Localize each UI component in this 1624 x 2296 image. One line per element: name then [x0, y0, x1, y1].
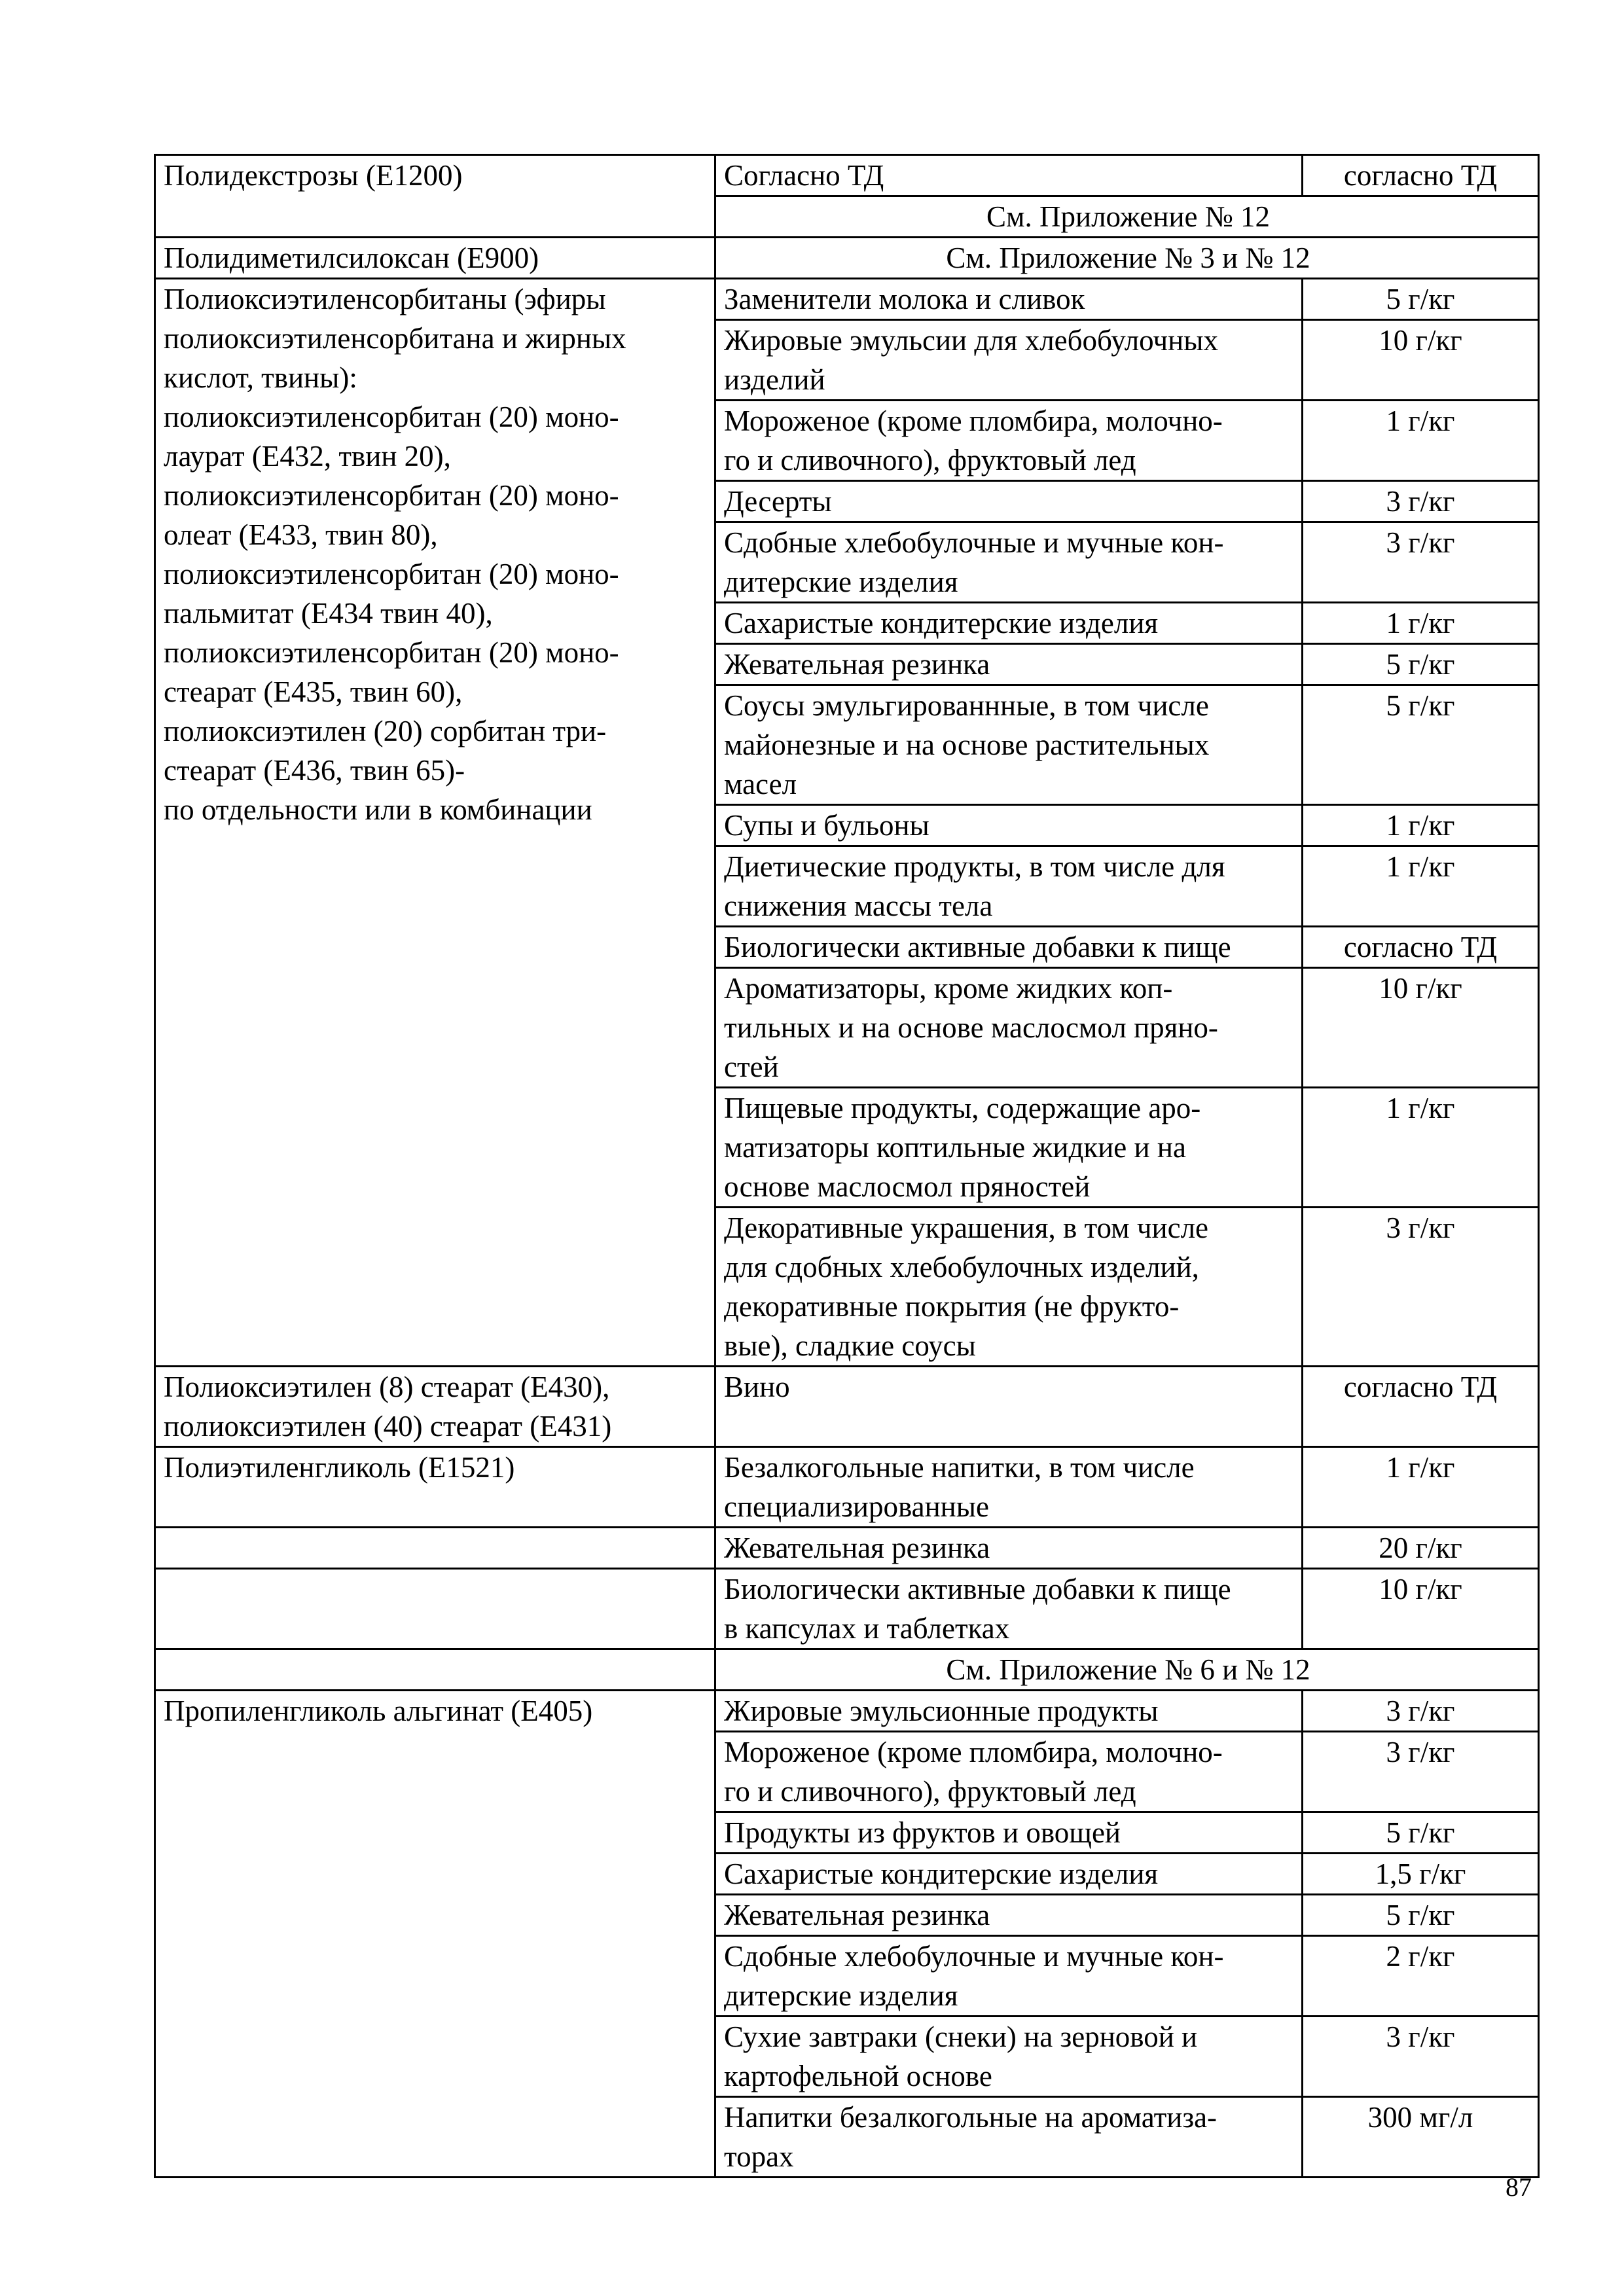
amount-cell: 1 г/кг [1303, 805, 1539, 846]
product-cell: Жировые эмульсионные продукты [715, 1691, 1303, 1732]
amount-cell: 20 г/кг [1303, 1528, 1539, 1569]
amount-cell: 1 г/кг [1303, 603, 1539, 644]
amount-cell: 5 г/кг [1303, 1895, 1539, 1936]
product-cell: Согласно ТД [715, 155, 1303, 196]
product-cell: Декоративные украшения, в том числе для сдобных хлебобулочных изделий, декоративные покрытия (не фрукто- вые), сладкие соусы [715, 1208, 1303, 1367]
product-cell: Сдобные хлебобулочные и мучные кон- дитерские изделия [715, 522, 1303, 603]
appendix-note: См. Приложение № 3 и № 12 [715, 238, 1539, 279]
appendix-note: См. Приложение № 6 и № 12 [715, 1649, 1539, 1691]
amount-cell: 10 г/кг [1303, 1569, 1539, 1649]
product-cell: Напитки безалкогольные на ароматиза- торах [715, 2097, 1303, 2178]
amount-cell: 3 г/кг [1303, 1208, 1539, 1367]
table-row [155, 238, 1539, 279]
amount-cell: 5 г/кг [1303, 644, 1539, 685]
empty-cell [155, 1569, 715, 1649]
product-cell: Сахаристые кондитерские изделия [715, 603, 1303, 644]
amount-cell: 300 мг/л [1303, 2097, 1539, 2178]
amount-cell: 10 г/кг [1303, 968, 1539, 1088]
amount-cell: согласно ТД [1303, 155, 1539, 196]
product-cell: Сахаристые кондитерские изделия [715, 1854, 1303, 1895]
table-row [155, 279, 1539, 320]
amount-cell: согласно ТД [1303, 1367, 1539, 1447]
product-cell: Диетические продукты, в том числе для снижения массы тела [715, 846, 1303, 927]
table-row [155, 1691, 1539, 1732]
amount-cell: согласно ТД [1303, 927, 1539, 968]
table-row [155, 1447, 1539, 1528]
product-cell: Десерты [715, 481, 1303, 522]
product-cell: Безалкогольные напитки, в том числе специализированные [715, 1447, 1303, 1528]
table-row [155, 1367, 1539, 1447]
product-cell: Сдобные хлебобулочные и мучные кон- дитерские изделия [715, 1936, 1303, 2017]
product-cell: Биологически активные добавки к пище [715, 927, 1303, 968]
amount-cell: 3 г/кг [1303, 481, 1539, 522]
appendix-note: См. Приложение № 12 [715, 196, 1539, 238]
additive-name: Полидекстрозы (Е1200) [155, 155, 715, 238]
product-cell: Сухие завтраки (снеки) на зерновой и картофельной основе [715, 2017, 1303, 2097]
product-cell: Продукты из фруктов и овощей [715, 1812, 1303, 1854]
table-row [155, 1569, 1539, 1649]
product-cell: Мороженое (кроме пломбира, молочно- го и сливочного), фруктовый лед [715, 401, 1303, 481]
product-cell: Супы и бульоны [715, 805, 1303, 846]
product-cell: Жевательная резинка [715, 1895, 1303, 1936]
additive-name: Полиэтиленгликоль (Е1521) [155, 1447, 715, 1528]
additive-name: Полиоксиэтилен (8) стеарат (Е430), полиоксиэтилен (40) стеарат (Е431) [155, 1367, 715, 1447]
product-cell: Пищевые продукты, содержащие аро- матизаторы коптильные жидкие и на основе маслосмол пряностей [715, 1088, 1303, 1208]
product-cell: Вино [715, 1367, 1303, 1447]
amount-cell: 1 г/кг [1303, 846, 1539, 927]
product-cell: Биологически активные добавки к пище в капсулах и таблетках [715, 1569, 1303, 1649]
amount-cell: 1,5 г/кг [1303, 1854, 1539, 1895]
additive-name: Полиоксиэтиленсорбитаны (эфиры полиоксиэтиленсорбитана и жирных кислот, твины): полиоксиэтиленсорбитан (20) моно- лаурат (Е432, твин 20), полиоксиэтиленсорбитан (20) моно- олеат (Е433, твин 80), полиоксиэтиленсорбитан (20) моно- пальмитат (Е434 твин 40), полиоксиэтиленсорбитан (20) моно- стеарат (Е435, твин 60), полиоксиэтилен (20) сорбитан три- стеарат (Е436, твин 65)- по отдельности или в комбинации [155, 279, 715, 1367]
table-row [155, 1528, 1539, 1569]
page-number: 87 [1506, 2172, 1532, 2202]
amount-cell: 1 г/кг [1303, 401, 1539, 481]
amount-cell: 5 г/кг [1303, 1812, 1539, 1854]
additives-table [154, 154, 1540, 2178]
product-cell: Жевательная резинка [715, 1528, 1303, 1569]
amount-cell: 10 г/кг [1303, 320, 1539, 401]
product-cell: Ароматизаторы, кроме жидких коп- тильных и на основе маслосмол пряно- стей [715, 968, 1303, 1088]
table-row [155, 1649, 1539, 1691]
amount-cell: 3 г/кг [1303, 2017, 1539, 2097]
amount-cell: 3 г/кг [1303, 1732, 1539, 1812]
product-cell: Жировые эмульсии для хлебобулочных изделий [715, 320, 1303, 401]
product-cell: Соусы эмульгированнные, в том числе майонезные и на основе растительных масел [715, 685, 1303, 805]
empty-cell [155, 1528, 715, 1569]
product-cell: Мороженое (кроме пломбира, молочно- го и сливочного), фруктовый лед [715, 1732, 1303, 1812]
additive-name: Пропиленгликоль альгинат (Е405) [155, 1691, 715, 2178]
amount-cell: 3 г/кг [1303, 1691, 1539, 1732]
product-cell: Заменители молока и сливок [715, 279, 1303, 320]
table-row [155, 155, 1539, 196]
amount-cell: 1 г/кг [1303, 1447, 1539, 1528]
amount-cell: 2 г/кг [1303, 1936, 1539, 2017]
amount-cell: 1 г/кг [1303, 1088, 1539, 1208]
amount-cell: 5 г/кг [1303, 279, 1539, 320]
additive-name: Полидиметилсилоксан (Е900) [155, 238, 715, 279]
product-cell: Жевательная резинка [715, 644, 1303, 685]
amount-cell: 3 г/кг [1303, 522, 1539, 603]
amount-cell: 5 г/кг [1303, 685, 1539, 805]
empty-cell [155, 1649, 715, 1691]
